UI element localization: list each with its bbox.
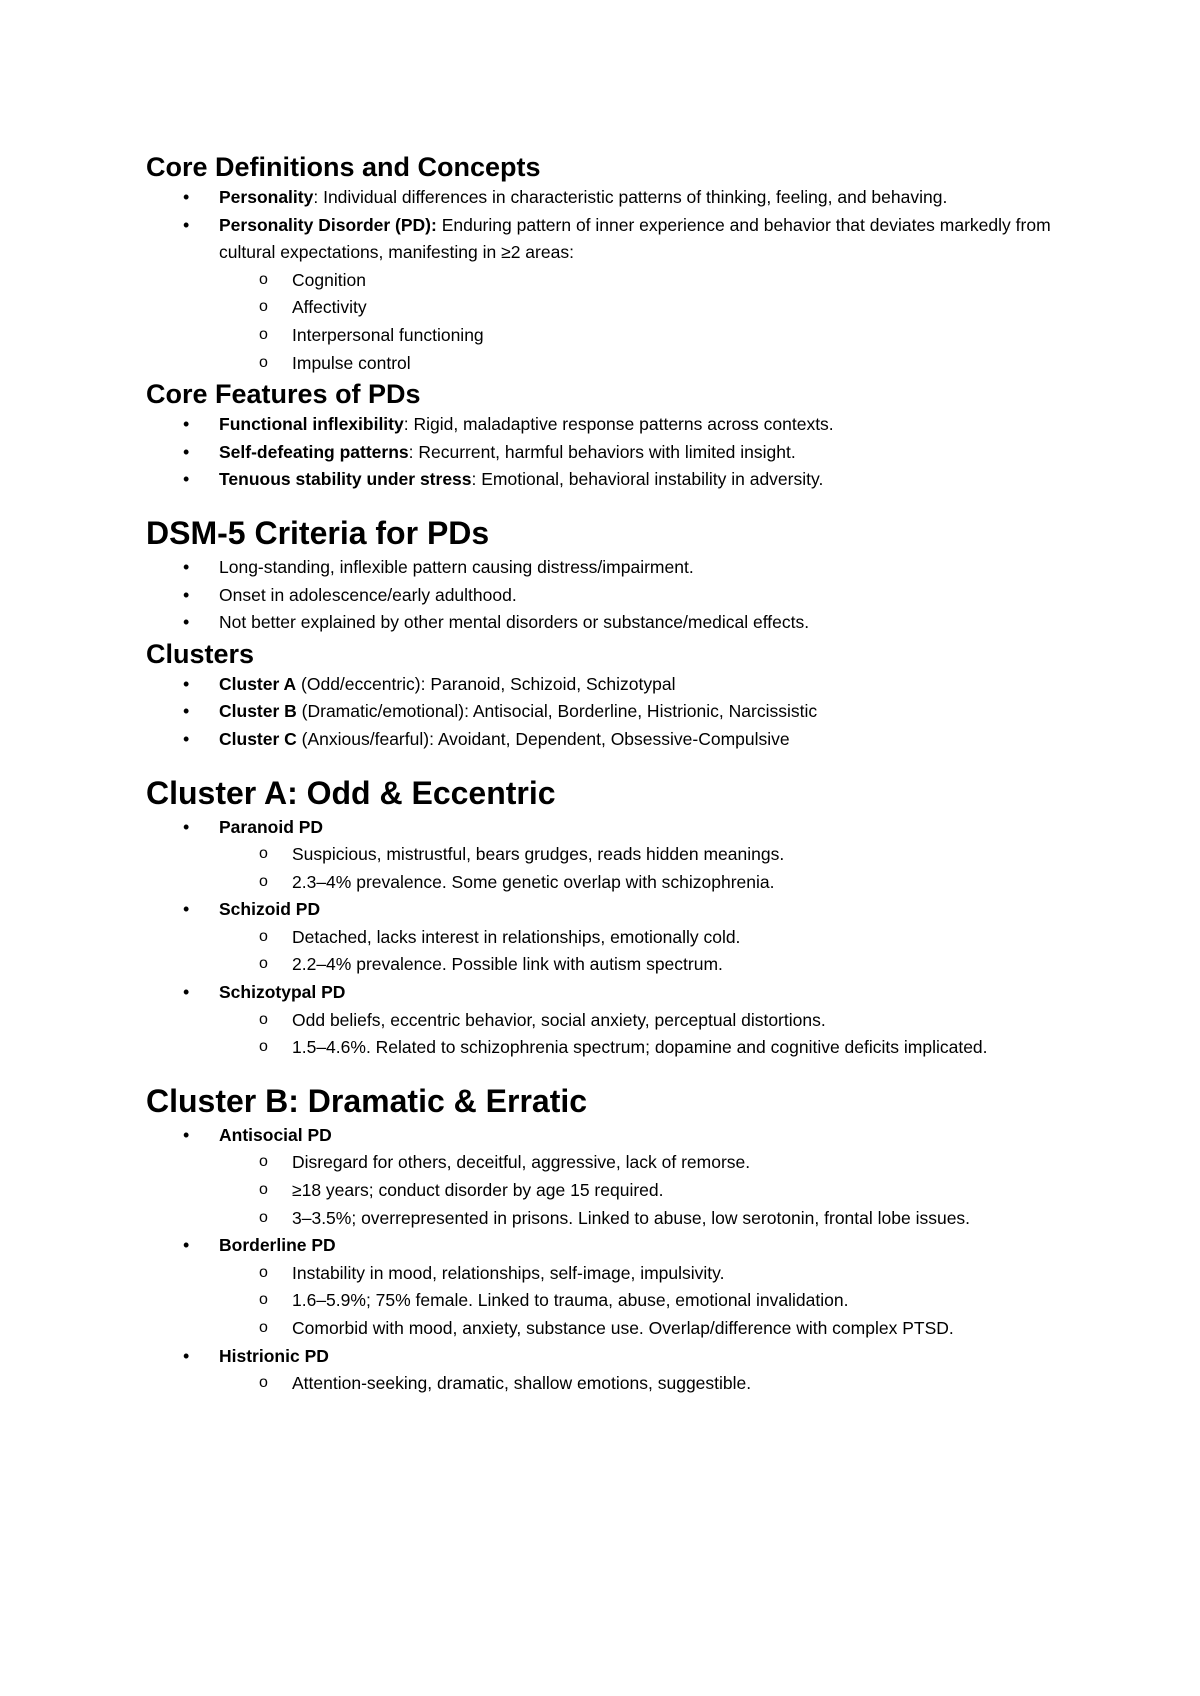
dsm5-criteria-list [146, 554, 1076, 637]
term: Cluster C [219, 728, 297, 749]
list-item: • Long-standing, inflexible pattern causing distress/impairment. [146, 554, 1076, 582]
definition: : Emotional, behavioral instability in adversity. [471, 469, 824, 490]
section-heading-core-features: Core Features of PDs [146, 379, 421, 410]
disorder-name: Histrionic PD [219, 1345, 329, 1366]
list-item [146, 726, 1076, 754]
list-item [146, 698, 1076, 726]
definition: : Rigid, maladaptive response patterns across contexts. [403, 414, 834, 435]
list-item: o Suspicious, mistrustful, bears grudges, reads hidden meanings. [219, 841, 1076, 869]
pd-areas-list [219, 267, 1076, 377]
sub-list [219, 924, 1076, 979]
list-item: o Odd beliefs, eccentric behavior, social anxiety, perceptual distortions. [219, 1007, 1076, 1035]
list-item: o Affectivity [219, 294, 1076, 322]
list-item [146, 671, 1076, 699]
list-item: o Comorbid with mood, anxiety, substance use. Overlap/difference with complex PTSD. [219, 1315, 1076, 1343]
list-item: o 1.6–5.9%; 75% female. Linked to trauma, abuse, emotional invalidation. [219, 1287, 1076, 1315]
list-item: o Interpersonal functioning [219, 322, 1076, 350]
core-features-list [146, 411, 1076, 494]
list-item [146, 1343, 1076, 1398]
definition: : Individual differences in characteristic patterns of thinking, feeling, and behaving. [313, 187, 948, 207]
spacer [146, 494, 1076, 512]
list-item: o 3–3.5%; overrepresented in prisons. Linked to abuse, low serotonin, frontal lobe issues. [219, 1205, 1076, 1233]
list-item [146, 814, 1076, 897]
disorder-name: Antisocial PD [219, 1124, 332, 1145]
list-item: o Detached, lacks interest in relationships, emotionally cold. [219, 924, 1076, 952]
section-heading-clusters: Clusters [146, 638, 255, 669]
list-item [146, 411, 1076, 439]
list-item [146, 1232, 1076, 1342]
sub-list [219, 1007, 1076, 1062]
term: Cluster B [219, 701, 297, 722]
list-item [146, 466, 1076, 494]
term: Personality [219, 187, 314, 207]
list-item [146, 439, 1076, 467]
disorder-name: Borderline PD [219, 1235, 336, 1256]
list-item: o Instability in mood, relationships, self-image, impulsivity. [219, 1260, 1076, 1288]
list-item [146, 1122, 1076, 1232]
sub-list [219, 841, 1076, 896]
term: Personality Disorder (PD): [219, 214, 437, 235]
list-item [146, 979, 1076, 1062]
list-item: • Not better explained by other mental disorders or substance/medical effects. [146, 609, 1076, 637]
definition: (Dramatic/emotional): Antisocial, Borderline, Histrionic, Narcissistic [296, 701, 818, 722]
spacer [146, 754, 1076, 772]
cluster-a-list [146, 814, 1076, 1062]
list-item: o 2.2–4% prevalence. Possible link with autism spectrum. [219, 951, 1076, 979]
list-item: o Cognition [219, 267, 1076, 295]
definition: Enduring pattern of inner experience and behavior that deviates markedly from cultural expectations, manifesting in ≥2 areas: [219, 214, 1051, 263]
list-item [146, 896, 1076, 979]
section-heading-dsm5: DSM-5 Criteria for PDs [146, 514, 490, 551]
term: Self-defeating patterns [219, 441, 409, 462]
disorder-name: Paranoid PD [219, 816, 324, 837]
core-definitions-list [146, 184, 1076, 377]
section-heading-cluster-b: Cluster B: Dramatic & Erratic [146, 1082, 588, 1119]
section-heading-cluster-a: Cluster A: Odd & Eccentric [146, 774, 556, 811]
list-item: o 2.3–4% prevalence. Some genetic overlap with schizophrenia. [219, 869, 1076, 897]
list-item: o ≥18 years; conduct disorder by age 15 required. [219, 1177, 1076, 1205]
list-item: o Disregard for others, deceitful, aggressive, lack of remorse. [219, 1149, 1076, 1177]
list-item: o Impulse control [219, 350, 1076, 378]
spacer [146, 1062, 1076, 1080]
list-item: o 1.5–4.6%. Related to schizophrenia spectrum; dopamine and cognitive deficits implicated. [219, 1034, 1076, 1062]
list-item [146, 212, 1076, 378]
clusters-list [146, 671, 1076, 754]
definition: (Odd/eccentric): Paranoid, Schizoid, Schizotypal [296, 673, 676, 694]
sub-list [219, 1260, 1076, 1343]
sub-list [219, 1370, 1076, 1398]
disorder-name: Schizotypal PD [219, 982, 346, 1003]
definition: (Anxious/fearful): Avoidant, Dependent, Obsessive-Compulsive [296, 728, 790, 749]
sub-list [219, 1149, 1076, 1232]
definition: : Recurrent, harmful behaviors with limited insight. [408, 441, 796, 462]
disorder-name: Schizoid PD [219, 899, 321, 920]
term: Cluster A [219, 673, 297, 694]
list-item: • Onset in adolescence/early adulthood. [146, 582, 1076, 610]
list-item: o Attention-seeking, dramatic, shallow emotions, suggestible. [219, 1370, 1076, 1398]
list-item [146, 184, 1076, 212]
document-page [146, 150, 1076, 1398]
section-heading-core-definitions: Core Definitions and Concepts [146, 152, 541, 182]
term: Functional inflexibility [219, 414, 404, 435]
cluster-b-list [146, 1122, 1076, 1398]
term: Tenuous stability under stress [219, 469, 472, 490]
